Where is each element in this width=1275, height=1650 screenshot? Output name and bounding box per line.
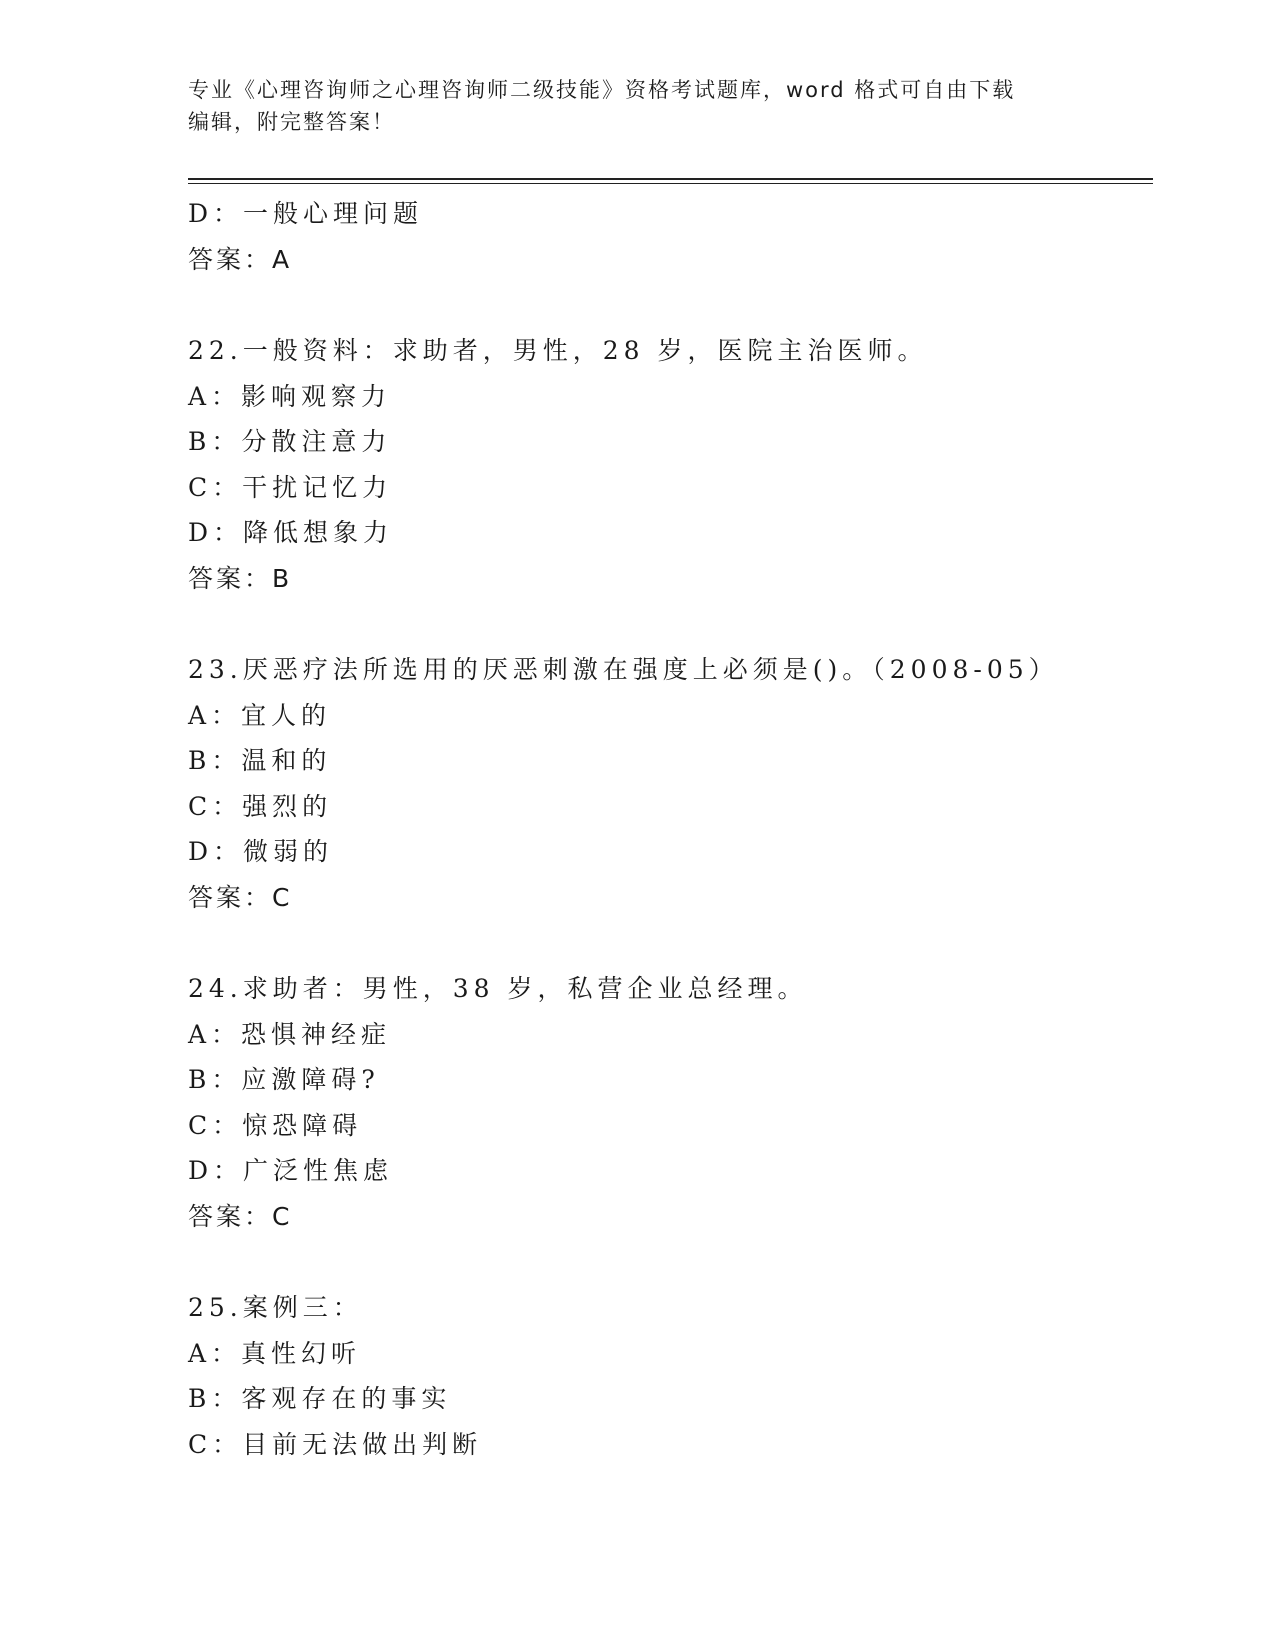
spacer xyxy=(188,282,1148,328)
option-line: D：降低想象力 xyxy=(188,518,394,547)
option-line: C：目前无法做出判断 xyxy=(188,1429,483,1459)
header-line-1: 专业《心理咨询师之心理咨询师二级技能》资格考试题库，word 格式可自由下载 xyxy=(188,78,1016,102)
option-line: A：恐惧神经症 xyxy=(188,1019,392,1049)
spacer xyxy=(188,1239,1148,1285)
header-divider-thick xyxy=(188,178,1153,180)
question-stem: 24.求助者：男性，38 岁，私营企业总经理。 xyxy=(188,974,808,1003)
answer-line: 答案：C xyxy=(188,882,293,912)
option-line: D：微弱的 xyxy=(188,837,334,866)
option-line: A：影响观察力 xyxy=(188,381,392,411)
option-line: B：温和的 xyxy=(188,746,332,775)
spacer xyxy=(188,920,1148,966)
header-line-2: 编辑，附完整答案！ xyxy=(188,110,395,134)
header-divider-thin xyxy=(188,183,1153,184)
option-line: C：强烈的 xyxy=(188,791,333,821)
option-line: D：广泛性焦虑 xyxy=(188,1156,394,1185)
answer-line: 答案：A xyxy=(188,244,293,274)
option-line: B：分散注意力 xyxy=(188,427,392,456)
answer-line: 答案：C xyxy=(188,1201,293,1231)
option-line: A：真性幻听 xyxy=(188,1338,362,1368)
question-stem: 25.案例三： xyxy=(188,1293,363,1322)
question-stem: 23.厌恶疗法所选用的厌恶刺激在强度上必须是()。（2008-05） xyxy=(188,655,1059,684)
option-line: B：应激障碍? xyxy=(188,1065,380,1094)
option-line: A：宜人的 xyxy=(188,700,332,730)
answer-line: 答案：B xyxy=(188,563,293,593)
option-line: C：干扰记忆力 xyxy=(188,472,393,502)
option-line: B：客观存在的事实 xyxy=(188,1384,452,1413)
question-stem: 22.一般资料：求助者，男性，28 岁，医院主治医师。 xyxy=(188,336,928,365)
option-line: C：惊恐障碍 xyxy=(188,1110,363,1140)
option-line: D：一般心理问题 xyxy=(188,199,424,228)
spacer xyxy=(188,601,1148,647)
question-list xyxy=(188,191,1148,1467)
document-header xyxy=(188,74,1088,138)
